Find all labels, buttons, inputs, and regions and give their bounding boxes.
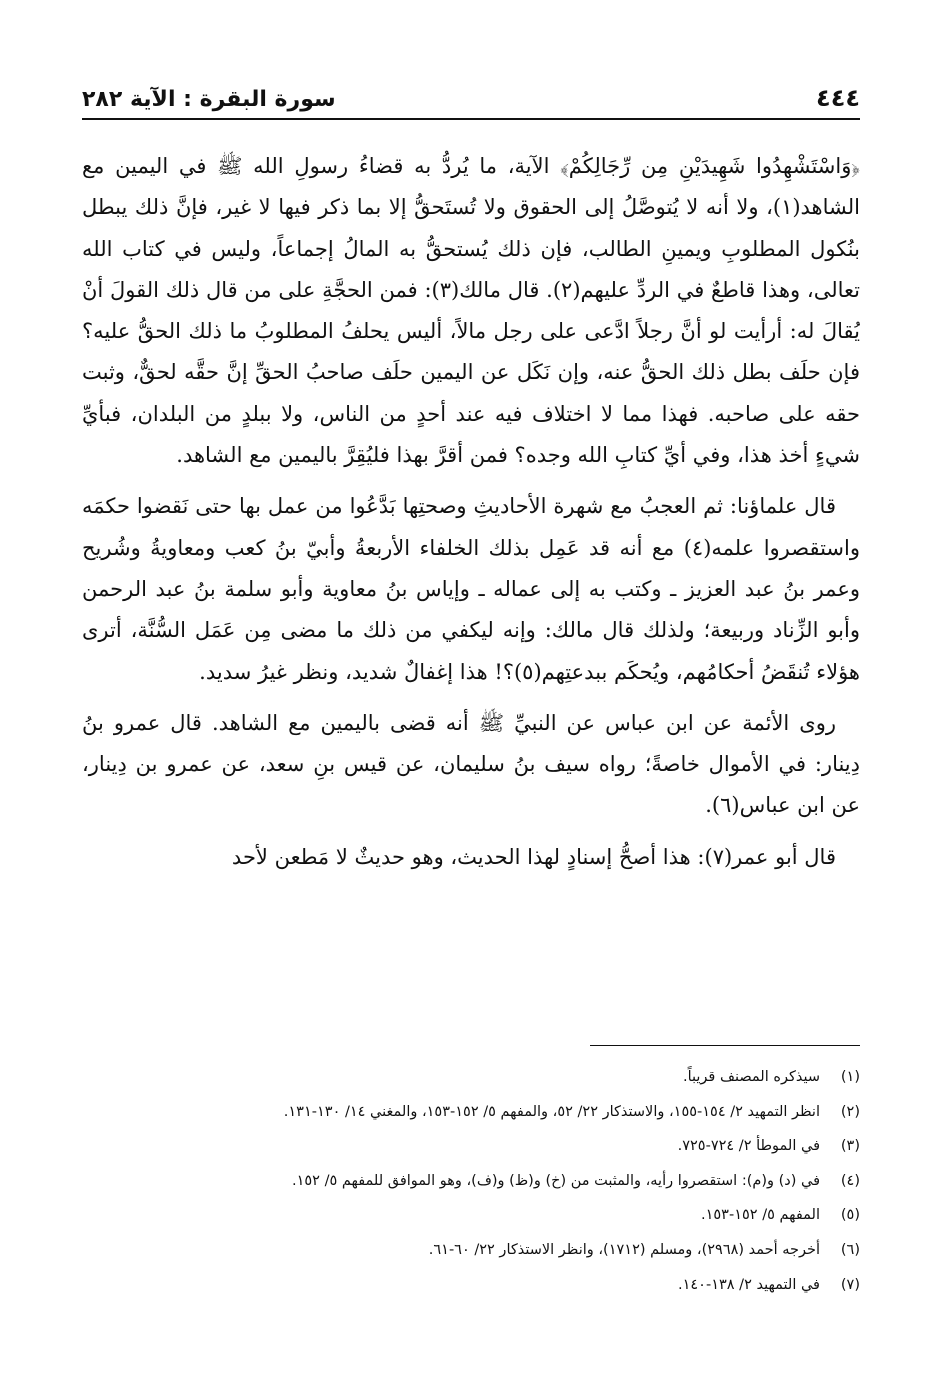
footnotes: [82, 1060, 860, 1310]
footnote-text: المفهم ٥/ ١٥٢-١٥٣.: [701, 1207, 820, 1224]
footnote-rule: [590, 1045, 860, 1046]
paragraph: ﴿وَاسْتَشْهِدُوا شَهِيدَيْنِ مِن رِّجَالِكُمْ﴾ الآية، ما يُردُّ به قضاءُ رسولِ الله ﷺ في اليمين مع الشاهد(١)، ولا أنه لا يُتوصَّلُ إلى الحقوق ولا تُستَحقُّ إلا بما ذكر فيها لا غير، فإنَّ ذلك يبطل بنُكول المطلوبِ ويمينِ الطالب، فإن ذلك يُستحقُّ به المالُ إجماعاً، وليس في كتاب الله تعالى، وهذا قاطعٌ في الردِّ عليهم(٢). قال مالك(٣): فمن الحجَّةِ على من قال ذلك القولَ أنْ يُقالَ له: أرأيت لو أنَّ رجلاً ادَّعى على رجل مالاً، أليس يحلفُ المطلوبُ ما ذلك الحقُّ عليه؟ فإن حلَف بطل ذلك الحقُّ عنه، وإن نَكَل عن اليمين حلَف صاحبُ الحقِّ إنَّ حقَّه لحقٌّ، وثبت حقه على صاحبه. فهذا مما لا اختلاف فيه عند أحدٍ من الناس، ولا ببلدٍ من البلدان، فبأيِّ شيءٍ أخذ هذا، وفي أيِّ كتابِ الله وجده؟ فمن أقرَّ بهذا فليُقِرَّ باليمين مع الشاهد.: [82, 154, 860, 468]
footnote: [82, 1198, 860, 1233]
page-number: ٤٤٤: [816, 84, 860, 112]
footnote-number: (٦): [840, 1241, 860, 1258]
paragraph: قال أبو عمر(٧): هذا أصحُّ إسنادٍ لهذا الحديث، وهو حديثٌ لا مَطعن لأحد: [231, 844, 836, 869]
footnote-number: (٥): [840, 1207, 860, 1224]
footnote-number: (٧): [840, 1276, 860, 1293]
footnote-number: (٣): [840, 1138, 860, 1155]
footnote-text: في (د) و(م): استقصروا رأيه، والمثبت من (خ) و(ظ) و(ف)، وهو الموافق للمفهم ٥/ ١٥٢.: [291, 1172, 820, 1189]
footnote-text: في الموطأ ٢/ ٧٢٤-٧٢٥.: [677, 1138, 820, 1155]
footnote-number: (٤): [840, 1172, 860, 1189]
header-rule: [82, 118, 860, 120]
running-title: سورة البقرة : الآية ٢٨٢: [82, 87, 336, 112]
main-text: [82, 146, 860, 1051]
footnote-number: (٢): [840, 1103, 860, 1120]
footnote: [82, 1129, 860, 1164]
paragraph: روى الأئمة عن ابن عباس عن النبيِّ ﷺ أنه قضى باليمين مع الشاهد. قال عمرو بنُ دِينار: في الأموال خاصةً؛ رواه سيف بنُ سليمان، عن قيس بنِ سعد، عن عمرو بن دِينار، عن ابن عباس(٦).: [82, 710, 860, 818]
footnote-text: في التمهيد ٢/ ١٣٨-١٤٠.: [677, 1276, 820, 1293]
footnote-text: أخرجه أحمد (٢٩٦٨)، ومسلم (١٧١٢)، وانظر الاستذكار ٢٢/ ٦٠-٦١.: [428, 1241, 820, 1258]
footnote: [82, 1095, 860, 1130]
paragraph: قال علماؤنا: ثم العجبُ مع شهرة الأحاديثِ وصحتِها بَدَّعُوا من عمل بها حتى نَقضوا حكمَه واستقصروا علمه(٤) مع أنه قد عَمِل بذلك الخلفاء الأربعةُ وأبيّ بنُ كعب ومعاويةُ وشُريح وعمر بنُ عبد العزيز ـ وكتب به إلى عماله ـ وإياس بنُ معاوية وأبو سلمة بنُ عبد الرحمن وأبو الزِّناد وربيعة؛ ولذلك قال مالك: وإنه ليكفي من ذلك ما مضى مِن عَمَل السُّنَّة، أترى هؤلاء تُنقَضُ أحكامُهم، ويُحكَم ببدعتِهم(٥)؟! هذا إغفالٌ شديد، ونظر غيرُ سديد.: [82, 494, 860, 684]
footnote: [82, 1164, 860, 1199]
footnote-text: سيذكره المصنف قريباً.: [682, 1069, 820, 1085]
footnote: [82, 1233, 860, 1268]
footnote: [82, 1060, 860, 1095]
footnote-number: (١): [840, 1069, 860, 1085]
page-header: [82, 70, 860, 112]
footnote-text: انظر التمهيد ٢/ ١٥٤-١٥٥، والاستذكار ٢٢/ ٥٢، والمفهم ٥/ ١٥٢-١٥٣، والمغني ١٤/ ١٣٠-١٣١.: [283, 1103, 820, 1120]
footnote: [82, 1268, 860, 1303]
